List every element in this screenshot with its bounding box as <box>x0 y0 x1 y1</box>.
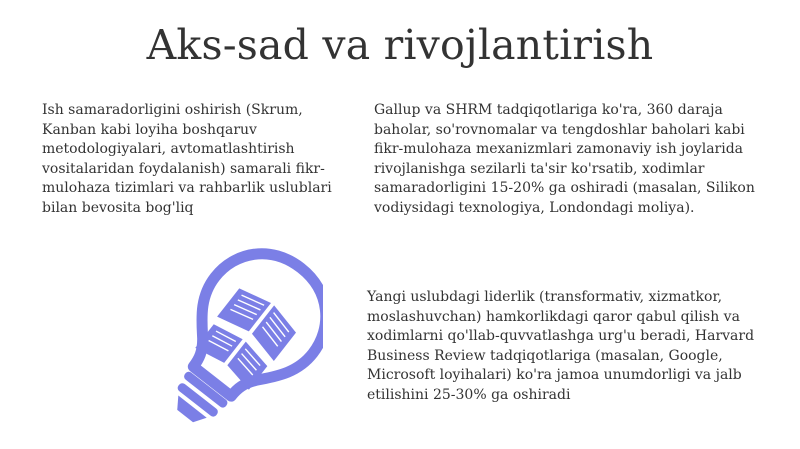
lightbulb-books-icon <box>163 242 323 442</box>
paragraph-leadership: Yangi uslubdagi liderlik (transformativ, xizmatkor, moslashuvchan) hamkorlikdagi qaror qabul qilish va xodimlarni qo'llab-quvvatlashga urg'u beradi, Harvard Business Review tadqiqotlariga (masalan, Google, Microsoft loyihalari) ko'ra jamoa unumdorligi va jalb etilishini 25-30% ga oshiradi <box>367 289 755 403</box>
slide-title: Aks-sad va rivojlantirish <box>146 21 654 69</box>
paragraph-productivity: Ish samaradorligini oshirish (Skrum, Kanban kabi loyiha boshqaruv metodologiyalari, avtomatlashtirish vositalaridan foydalanish) samarali fikr-mulohaza tizimlari va rahbarlik uslublari bilan bevosita bog'liq <box>42 102 332 216</box>
paragraph-feedback-research: Gallup va SHRM tadqiqotlariga ko'ra, 360 daraja baholar, so'rovnomalar va tengdoshlar baholari kabi fikr-mulohaza mexanizmlari zamonaviy ish joylarida rivojlanishga sezilarli ta'sir ko'rsatib, xodimlar samaradorligini 15-20% ga oshiradi (masalan, Silikon vodiysidagi texnologiya, Londondagi moliya). <box>374 102 755 216</box>
